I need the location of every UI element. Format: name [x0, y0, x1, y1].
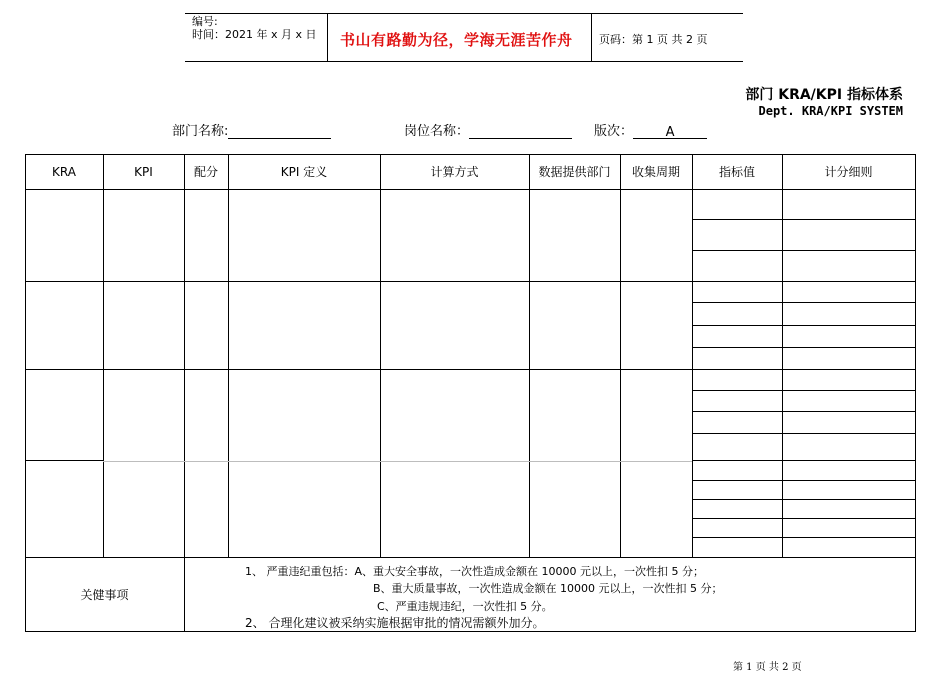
note-line-2: B、重大质量事故，一次性造成金额在 10000 元以上，一次性扣 5 分； [373, 582, 723, 595]
col-header-kpi-definition: KPI 定义 [280, 165, 328, 179]
key-notes-label: 关健事项 [80, 588, 129, 602]
col-header-calculation: 计算方式 [430, 165, 479, 179]
note-line-1: 1、 严重违纪重包括：A、重大安全事故，一次性造成金额在 10000 元以上，一次性扣 5 分； [245, 565, 704, 578]
time-label: 时间：2021 年 x 月 x 日 [192, 28, 317, 41]
post-name-label: 岗位名称： [404, 124, 470, 139]
slogan: 书山有路勤为径，学海无涯苦作舟 [340, 31, 573, 49]
note-line-3: C、严重违规违纪，一次性扣 5 分。 [377, 600, 553, 613]
col-header-kpi: KPI [134, 165, 153, 179]
title-cn: 部门 KRA/KPI 指标体系 [745, 87, 903, 103]
version-label: 版次： [594, 124, 634, 139]
header-page-info: 页码：第 1 页 共 2 页 [599, 33, 708, 46]
col-header-scoring-rules: 计分细则 [824, 165, 873, 179]
note-line-4: 2、 合理化建议被采纳实施根据审批的情况需额外加分。 [245, 616, 545, 630]
footer-page-info: 第 1 页 共 2 页 [733, 662, 802, 673]
col-header-data-dept: 数据提供部门 [538, 165, 611, 179]
version-value: A [633, 125, 707, 139]
title-en: Dept. KRA/KPI SYSTEM [758, 104, 903, 118]
col-header-target-value: 指标值 [718, 165, 755, 179]
col-header-score: 配分 [193, 165, 218, 179]
dept-name-label: 部门名称: [172, 124, 229, 139]
serial-label: 编号: [192, 15, 218, 28]
col-header-kra: KRA [52, 165, 76, 179]
col-header-cycle: 收集周期 [631, 165, 680, 179]
